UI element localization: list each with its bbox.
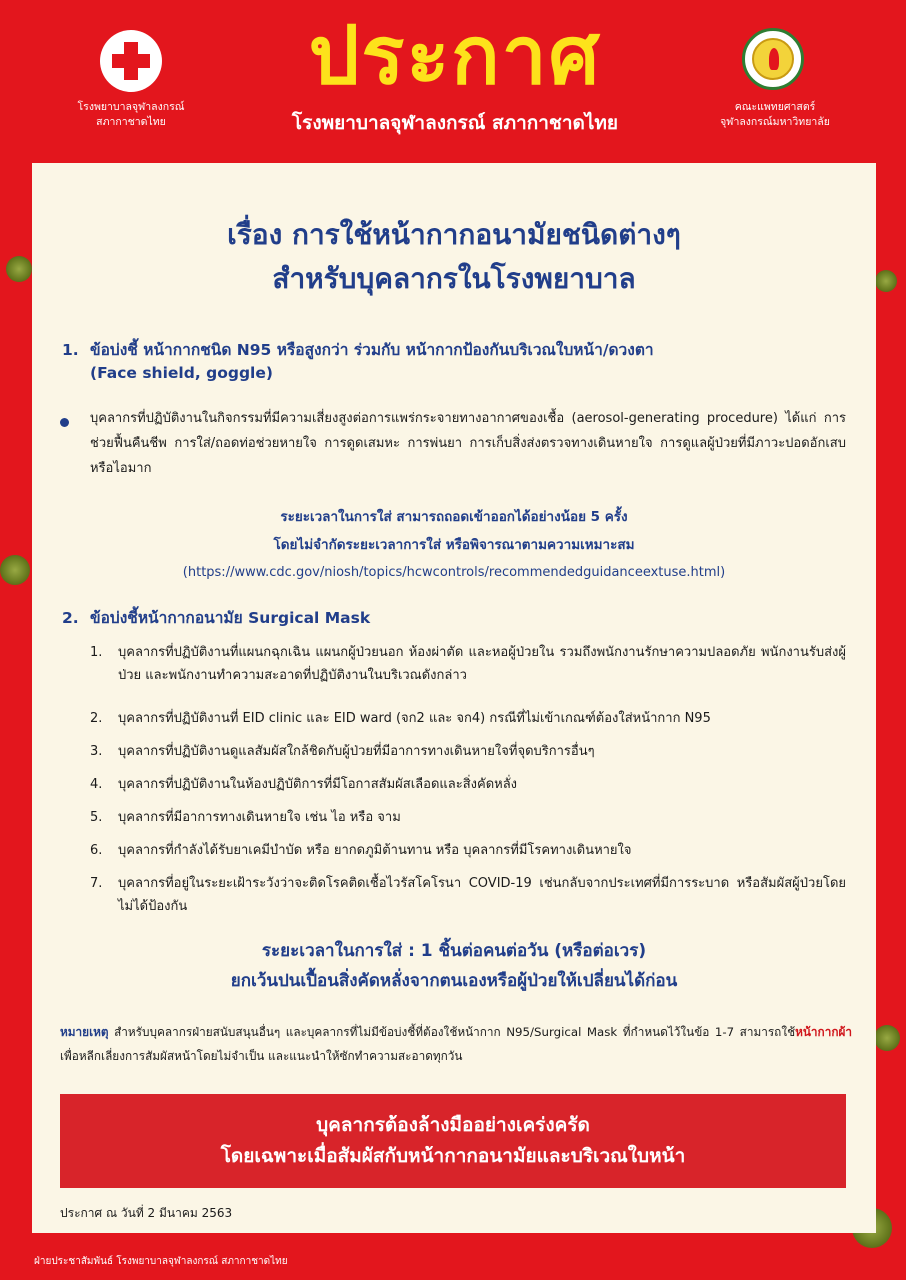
list-item-number: 2. [90, 711, 103, 726]
list-item-text: บุคลากรที่มีอาการทางเดินหายใจ เช่น ไอ หรือ จาม [118, 810, 401, 825]
org-left-label [56, 100, 206, 130]
org-right-line2: จุฬาลงกรณ์มหาวิทยาลัย [720, 116, 830, 128]
red-cross-logo [100, 30, 162, 92]
virus-decoration [6, 256, 32, 282]
virus-decoration [0, 555, 30, 585]
section2-heading [62, 607, 842, 631]
section2-duration-line2: ยกเว้นปนเปื้อนสิ่งคัดหลั่งจากตนเองหรือผู้ป่วยให้เปลี่ยนได้ก่อน [230, 971, 678, 991]
section2-duration [32, 936, 876, 996]
subhead: โรงพยาบาลจุฬาลงกรณ์ สภากาชาดไทย [291, 112, 619, 134]
org-right-label [695, 100, 855, 130]
bullet-dot [60, 418, 69, 427]
announcement-card [32, 163, 876, 1233]
list-item-text: บุคลากรที่กำลังได้รับยาเคมีบำบัด หรือ ยากดภูมิต้านทาน หรือ บุคลากรที่มีโรคทางเดินหายใจ [118, 843, 632, 858]
section1-duration-line1: ระยะเวลาในการใส่ สามารถถอดเข้าออกได้อย่างน้อย 5 ครั้ง [280, 509, 628, 525]
org-left-line1: โรงพยาบาลจุฬาลงกรณ์ [77, 101, 185, 113]
list-item-text: บุคลากรที่ปฏิบัติงานที่แผนกฉุกเฉิน แผนกผู้ป่วยนอก ห้องผ่าตัด และหอผู้ป่วยใน รวมถึงพนักงานรักษาความปลอดภัย พนักงานรับส่งผู้ป่วย และพนักงานทำความสะอาดที่ปฏิบัติงานในบริเวณดังกล่าว [118, 645, 846, 683]
handwash-banner [60, 1094, 846, 1188]
virus-decoration [874, 1025, 900, 1051]
cdc-reference-link[interactable]: (https://www.cdc.gov/niosh/topics/hcwcontrols/recommendedguidanceextuse.html) [182, 565, 726, 580]
announcement-date: ประกาศ ณ วันที่ 2 มีนาคม 2563 [60, 1206, 233, 1220]
section1-heading-line1: ข้อบ่งชี้ หน้ากากชนิด N95 หรือสูงกว่า ร่วมกับ หน้ากากป้องกันบริเวณใบหน้า/ดวงตา [90, 341, 654, 359]
banner-line1: บุคลากรต้องล้างมืออย่างเคร่งครัด [316, 1114, 590, 1136]
headline: ประกาศ [308, 9, 602, 102]
section2-heading-text: ข้อบ่งชี้หน้ากากอนามัย Surgical Mask [90, 609, 371, 627]
list-item-text: บุคลากรที่อยู่ในระยะเฝ้าระวังว่าจะติดโรคติดเชื้อไวรัสโคโรนา COVID-19 เช่นกลับจากประเทศที่มีการระบาด หรือสัมผัสผู้ป่วยโดยไม่ได้ป้องกัน [118, 876, 846, 914]
footer-credit: ฝ่ายประชาสัมพันธ์ โรงพยาบาลจุฬาลงกรณ์ สภากาชาดไทย [34, 1256, 288, 1267]
list-item-number: 3. [90, 744, 103, 759]
title-line1: เรื่อง การใช้หน้ากากอนามัยชนิดต่างๆ [227, 218, 681, 251]
list-item-text: บุคลากรที่ปฏิบัติงานดูแลสัมผัสใกล้ชิดกับผู้ป่วยที่มีอาการทางเดินหายใจที่จุดบริการอื่นๆ [118, 744, 595, 759]
list-item-number: 5. [90, 810, 103, 825]
section1-number: 1. [62, 341, 79, 359]
section1-heading-line2: (Face shield, goggle) [90, 364, 273, 382]
note-label: หมายเหตุ [60, 1025, 109, 1039]
list-item-text: บุคลากรที่ปฏิบัติงานที่ EID clinic และ EID ward (จก2 และ จก4) กรณีที่ไม่เข้าเกณฑ์ต้องใส่หน้ากาก N95 [118, 711, 711, 726]
section2-number: 2. [62, 609, 79, 627]
list-item-number: 6. [90, 843, 103, 858]
section1-heading [62, 339, 842, 387]
note-text-b: เพื่อหลีกเลี่ยงการสัมผัสหน้าโดยไม่จำเป็น และแนะนำให้ซักทำความสะอาดทุกวัน [60, 1049, 463, 1063]
list-item-number: 7. [90, 876, 103, 891]
list-item-number: 1. [90, 645, 103, 660]
list-item-text: บุคลากรที่ปฏิบัติงานในห้องปฏิบัติการที่มีโอกาสสัมผัสเลือดและสิ่งคัดหลั่ง [118, 777, 518, 792]
section2-duration-line1: ระยะเวลาในการใส่ : 1 ชิ้นต่อคนต่อวัน (หรือต่อเวร) [261, 941, 647, 961]
virus-decoration [875, 270, 897, 292]
banner-line2: โดยเฉพาะเมื่อสัมผัสกับหน้ากากอนามัยและบริเวณใบหน้า [220, 1145, 686, 1167]
note-emphasis: หน้ากากผ้า [795, 1025, 853, 1039]
section1-duration-line2: โดยไม่จำกัดระยะเวลาการใส่ หรือพิจารณาตามความเหมาะสม [273, 537, 635, 553]
note-paragraph [60, 1020, 852, 1068]
org-left-line2: สภากาชาดไทย [96, 116, 166, 128]
org-right-line1: คณะแพทยศาสตร์ [734, 101, 816, 113]
faculty-logo [742, 28, 804, 90]
note-text-a: สำหรับบุคลากรฝ่ายสนับสนุนอื่นๆ และบุคลากรที่ไม่มีข้อบ่งชี้ที่ต้องใช้หน้ากาก N95/Surgical Mask ที่กำหนดไว้ในข้อ 1-7 สามารถใช้ [114, 1025, 796, 1039]
page-title [32, 213, 876, 301]
list-item-number: 4. [90, 777, 103, 792]
header [0, 0, 906, 160]
title-line2: สำหรับบุคลากรในโรงพยาบาล [272, 262, 636, 295]
section1-bullet-text: บุคลากรที่ปฏิบัติงานในกิจกรรมที่มีความเสี่ยงสูงต่อการแพร่กระจายทางอากาศของเชื้อ (aerosol-generating procedure) ได้แก่ การช่วยฟื้นคืนชีพ การใส่/ถอดท่อช่วยหายใจ การดูดเสมหะ การพ่นยา การเก็บสิ่งส่งตรวจทางเดินหายใจ การดูแลผู้ป่วยที่มีภาวะปอดอักเสบ หรือไอมาก [90, 411, 846, 476]
